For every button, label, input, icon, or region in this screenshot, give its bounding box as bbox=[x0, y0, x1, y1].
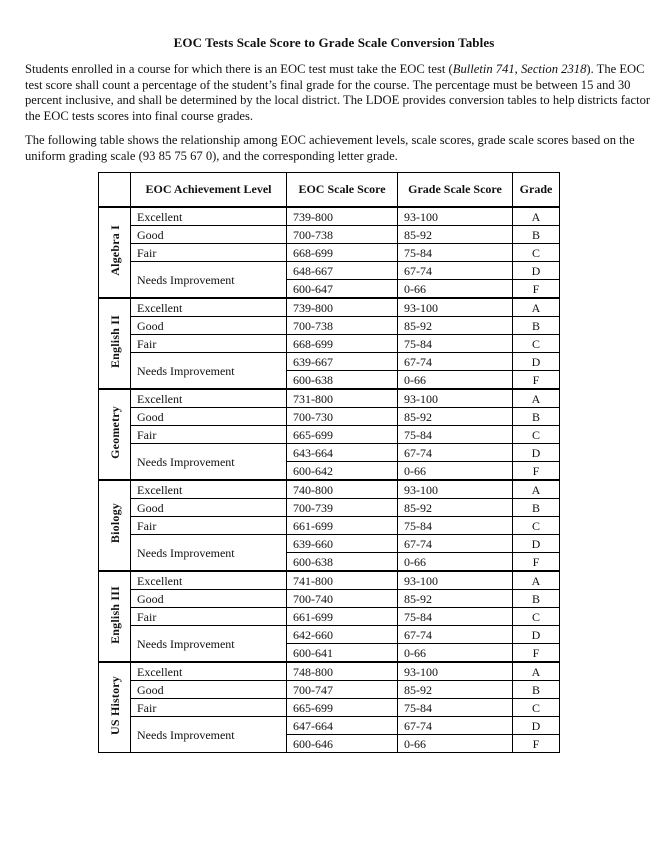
scale-score-cell: 668-699 bbox=[287, 244, 398, 262]
grade-scale-score-cell: 67-74 bbox=[398, 535, 513, 553]
table-row bbox=[99, 426, 560, 444]
scale-score-cell: 668-699 bbox=[287, 335, 398, 353]
grade-scale-score-cell: 0-66 bbox=[398, 462, 513, 481]
table-row bbox=[99, 298, 560, 317]
achievement-level-cell: Fair bbox=[131, 426, 287, 444]
grade-scale-score-cell: 0-66 bbox=[398, 371, 513, 390]
letter-grade-cell: B bbox=[513, 499, 560, 517]
subject-cell-geometry bbox=[99, 389, 131, 480]
scale-score-cell: 600-646 bbox=[287, 735, 398, 753]
letter-grade-cell: F bbox=[513, 644, 560, 663]
table-row bbox=[99, 571, 560, 590]
subject-cell-biology bbox=[99, 480, 131, 571]
table-row bbox=[99, 590, 560, 608]
letter-grade-cell: C bbox=[513, 244, 560, 262]
grade-scale-score-cell: 67-74 bbox=[398, 717, 513, 735]
achievement-level-cell: Good bbox=[131, 681, 287, 699]
achievement-level-cell: Fair bbox=[131, 517, 287, 535]
grade-scale-score-cell: 67-74 bbox=[398, 262, 513, 280]
letter-grade-cell: F bbox=[513, 371, 560, 390]
achievement-level-cell: Excellent bbox=[131, 207, 287, 226]
table-row bbox=[99, 389, 560, 408]
table-row bbox=[99, 499, 560, 517]
grade-scale-score-cell: 85-92 bbox=[398, 226, 513, 244]
letter-grade-cell: A bbox=[513, 207, 560, 226]
table-header-row bbox=[99, 173, 560, 208]
intro-text-start: Students enrolled in a course for which there is an EOC test must take the EOC test ( bbox=[25, 62, 453, 76]
achievement-level-cell: Needs Improvement bbox=[131, 353, 287, 390]
letter-grade-cell: D bbox=[513, 444, 560, 462]
letter-grade-cell: C bbox=[513, 517, 560, 535]
scale-score-cell: 700-740 bbox=[287, 590, 398, 608]
letter-grade-cell: D bbox=[513, 262, 560, 280]
grade-scale-score-cell: 85-92 bbox=[398, 681, 513, 699]
scale-score-cell: 600-638 bbox=[287, 553, 398, 572]
scale-score-cell: 731-800 bbox=[287, 389, 398, 408]
scale-score-cell: 661-699 bbox=[287, 608, 398, 626]
letter-grade-cell: B bbox=[513, 408, 560, 426]
letter-grade-cell: B bbox=[513, 317, 560, 335]
achievement-level-cell: Excellent bbox=[131, 298, 287, 317]
scale-score-cell: 700-739 bbox=[287, 499, 398, 517]
subject-label: Biology bbox=[107, 503, 122, 544]
letter-grade-cell: F bbox=[513, 462, 560, 481]
scale-score-cell: 739-800 bbox=[287, 298, 398, 317]
scale-score-cell: 661-699 bbox=[287, 517, 398, 535]
grade-scale-score-cell: 85-92 bbox=[398, 408, 513, 426]
subject-cell-algebra-i bbox=[99, 207, 131, 298]
letter-grade-cell: A bbox=[513, 662, 560, 681]
grade-scale-score-cell: 85-92 bbox=[398, 499, 513, 517]
table-row bbox=[99, 226, 560, 244]
table-row bbox=[99, 262, 560, 280]
letter-grade-cell: D bbox=[513, 717, 560, 735]
intro-paragraph bbox=[25, 62, 655, 124]
achievement-level-cell: Needs Improvement bbox=[131, 717, 287, 753]
subject-cell-us-history bbox=[99, 662, 131, 753]
letter-grade-cell: B bbox=[513, 226, 560, 244]
letter-grade-cell: D bbox=[513, 626, 560, 644]
grade-scale-score-cell: 75-84 bbox=[398, 426, 513, 444]
table-row bbox=[99, 626, 560, 644]
letter-grade-cell: A bbox=[513, 298, 560, 317]
grade-scale-score-cell: 0-66 bbox=[398, 553, 513, 572]
subject-cell-english-ii bbox=[99, 298, 131, 389]
grade-scale-score-cell: 0-66 bbox=[398, 735, 513, 753]
letter-grade-cell: A bbox=[513, 480, 560, 499]
grade-scale-score-cell: 75-84 bbox=[398, 517, 513, 535]
achievement-level-cell: Excellent bbox=[131, 480, 287, 499]
subject-label: US History bbox=[107, 676, 122, 735]
grade-scale-score-cell: 75-84 bbox=[398, 335, 513, 353]
achievement-level-cell: Fair bbox=[131, 699, 287, 717]
header-subject-blank bbox=[99, 173, 131, 208]
letter-grade-cell: C bbox=[513, 608, 560, 626]
scale-score-cell: 642-660 bbox=[287, 626, 398, 644]
page-title: EOC Tests Scale Score to Grade Scale Conversion Tables bbox=[173, 35, 495, 50]
grade-scale-score-cell: 75-84 bbox=[398, 244, 513, 262]
table-row bbox=[99, 335, 560, 353]
header-achievement-level: EOC Achievement Level bbox=[131, 173, 287, 208]
scale-score-cell: 648-667 bbox=[287, 262, 398, 280]
scale-score-cell: 665-699 bbox=[287, 699, 398, 717]
table-row bbox=[99, 717, 560, 735]
scale-score-cell: 741-800 bbox=[287, 571, 398, 590]
scale-score-cell: 700-738 bbox=[287, 226, 398, 244]
letter-grade-cell: C bbox=[513, 335, 560, 353]
subject-label: English II bbox=[107, 314, 122, 369]
grade-scale-score-cell: 93-100 bbox=[398, 298, 513, 317]
letter-grade-cell: A bbox=[513, 389, 560, 408]
intro-text-end: ). The EOC test score shall count a percentage of the student’s final grade for the course. The percentage must be between 15 and 30 percent inclusive, and shall be determined by the local district. The LDOE provides conversion tables to help districts factor the EOC tests scores into final course grades. bbox=[25, 62, 651, 123]
table-row bbox=[99, 480, 560, 499]
scale-score-cell: 639-667 bbox=[287, 353, 398, 371]
letter-grade-cell: D bbox=[513, 353, 560, 371]
header-grade: Grade bbox=[513, 173, 560, 208]
achievement-level-cell: Needs Improvement bbox=[131, 535, 287, 572]
achievement-level-cell: Needs Improvement bbox=[131, 262, 287, 299]
achievement-level-cell: Good bbox=[131, 408, 287, 426]
scale-score-cell: 600-638 bbox=[287, 371, 398, 390]
grade-scale-score-cell: 85-92 bbox=[398, 590, 513, 608]
scale-score-cell: 643-664 bbox=[287, 444, 398, 462]
table-row bbox=[99, 207, 560, 226]
letter-grade-cell: C bbox=[513, 426, 560, 444]
scale-score-cell: 700-738 bbox=[287, 317, 398, 335]
grade-scale-score-cell: 67-74 bbox=[398, 444, 513, 462]
letter-grade-cell: D bbox=[513, 535, 560, 553]
letter-grade-cell: B bbox=[513, 681, 560, 699]
grade-scale-score-cell: 93-100 bbox=[398, 571, 513, 590]
table-row bbox=[99, 444, 560, 462]
achievement-level-cell: Excellent bbox=[131, 389, 287, 408]
grade-scale-score-cell: 93-100 bbox=[398, 207, 513, 226]
table-row bbox=[99, 535, 560, 553]
scale-score-cell: 600-647 bbox=[287, 280, 398, 299]
header-grade-scale-score: Grade Scale Score bbox=[398, 173, 513, 208]
scale-score-cell: 600-642 bbox=[287, 462, 398, 481]
grade-scale-score-cell: 0-66 bbox=[398, 644, 513, 663]
table-row bbox=[99, 681, 560, 699]
scale-score-cell: 647-664 bbox=[287, 717, 398, 735]
table-row bbox=[99, 408, 560, 426]
scale-score-cell: 748-800 bbox=[287, 662, 398, 681]
scale-score-cell: 639-660 bbox=[287, 535, 398, 553]
scale-score-cell: 740-800 bbox=[287, 480, 398, 499]
achievement-level-cell: Needs Improvement bbox=[131, 444, 287, 481]
scale-score-cell: 700-730 bbox=[287, 408, 398, 426]
letter-grade-cell: C bbox=[513, 699, 560, 717]
table-row bbox=[99, 353, 560, 371]
header-scale-score: EOC Scale Score bbox=[287, 173, 398, 208]
grade-scale-score-cell: 75-84 bbox=[398, 699, 513, 717]
grade-scale-score-cell: 67-74 bbox=[398, 353, 513, 371]
table-row bbox=[99, 317, 560, 335]
table-row bbox=[99, 608, 560, 626]
achievement-level-cell: Good bbox=[131, 317, 287, 335]
grade-scale-score-cell: 93-100 bbox=[398, 389, 513, 408]
achievement-level-cell: Excellent bbox=[131, 571, 287, 590]
achievement-level-cell: Fair bbox=[131, 608, 287, 626]
grade-scale-score-cell: 93-100 bbox=[398, 662, 513, 681]
table-row bbox=[99, 662, 560, 681]
table-row bbox=[99, 244, 560, 262]
grade-scale-score-cell: 93-100 bbox=[398, 480, 513, 499]
letter-grade-cell: A bbox=[513, 571, 560, 590]
achievement-level-cell: Needs Improvement bbox=[131, 626, 287, 663]
scale-score-cell: 600-641 bbox=[287, 644, 398, 663]
letter-grade-cell: F bbox=[513, 553, 560, 572]
scale-score-cell: 700-747 bbox=[287, 681, 398, 699]
achievement-level-cell: Good bbox=[131, 226, 287, 244]
table-description-paragraph: The following table shows the relationship among EOC achievement levels, scale scores, grade scale scores based on the uniform grading scale (93 85 75 67 0), and the corresponding letter grade. bbox=[25, 133, 635, 163]
subject-cell-english-iii bbox=[99, 571, 131, 662]
subject-label: English III bbox=[107, 585, 122, 644]
grade-scale-score-cell: 75-84 bbox=[398, 608, 513, 626]
achievement-level-cell: Fair bbox=[131, 244, 287, 262]
letter-grade-cell: F bbox=[513, 280, 560, 299]
grade-scale-score-cell: 85-92 bbox=[398, 317, 513, 335]
scale-score-cell: 739-800 bbox=[287, 207, 398, 226]
table-row bbox=[99, 699, 560, 717]
grade-scale-score-cell: 0-66 bbox=[398, 280, 513, 299]
subject-label: Algebra I bbox=[107, 225, 122, 276]
achievement-level-cell: Fair bbox=[131, 335, 287, 353]
subject-label: Geometry bbox=[107, 406, 122, 459]
bulletin-reference: Bulletin 741, Section 2318 bbox=[452, 62, 587, 76]
letter-grade-cell: F bbox=[513, 735, 560, 753]
table-row bbox=[99, 517, 560, 535]
achievement-level-cell: Good bbox=[131, 499, 287, 517]
letter-grade-cell: B bbox=[513, 590, 560, 608]
achievement-level-cell: Excellent bbox=[131, 662, 287, 681]
scale-score-cell: 665-699 bbox=[287, 426, 398, 444]
conversion-table bbox=[98, 172, 560, 753]
achievement-level-cell: Good bbox=[131, 590, 287, 608]
table-body bbox=[99, 207, 560, 753]
grade-scale-score-cell: 67-74 bbox=[398, 626, 513, 644]
